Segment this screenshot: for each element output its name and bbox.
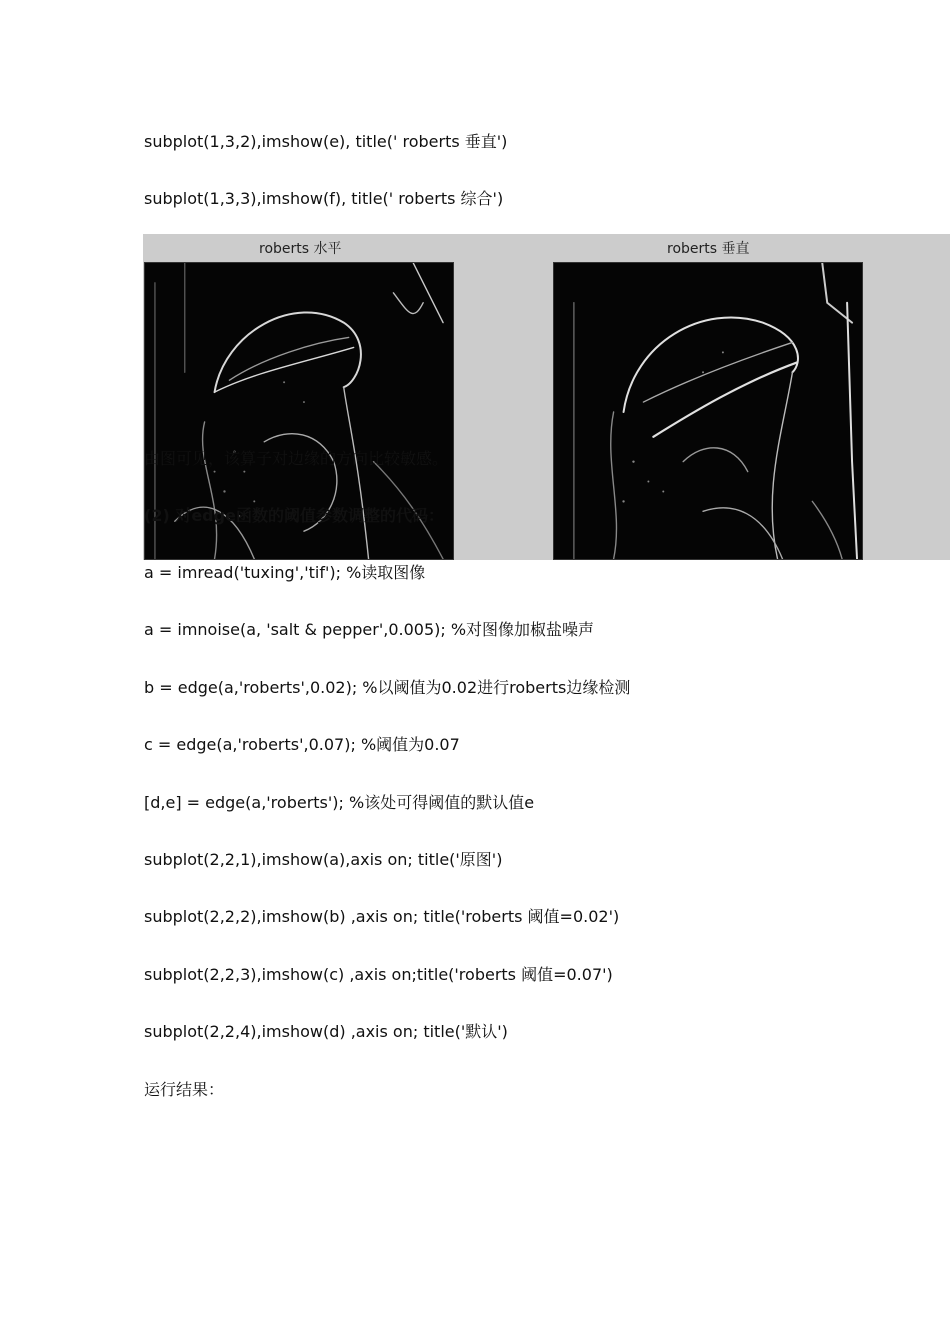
code-line-edge-default: [d,e] = edge(a,'roberts'); %该处可得阈值的默认值e	[144, 793, 535, 812]
code-line-subplot-221: subplot(2,2,1),imshow(a),axis on; title('原图')	[144, 850, 503, 869]
code-line-imread: a = imread('tuxing','tif'); %读取图像	[144, 563, 426, 582]
left-panel-title: roberts 水平	[259, 241, 342, 257]
code-line-subplot-224: subplot(2,2,4),imshow(d) ,axis on; title('默认')	[144, 1022, 508, 1041]
code-line-subplot-132: subplot(1,3,2),imshow(e), title(' roberts 垂直')	[144, 132, 508, 151]
run-result-label: 运行结果：	[144, 1080, 225, 1099]
code-line-subplot-223: subplot(2,2,3),imshow(c) ,axis on;title('roberts 阈值=0.07')	[144, 965, 613, 984]
code-line-edge-002: b = edge(a,'roberts',0.02); %以阈值为0.02进行roberts边缘检测	[144, 678, 631, 697]
code-line-subplot-133: subplot(1,3,3),imshow(f), title(' roberts 综合')	[144, 189, 504, 208]
code-line-imnoise: a = imnoise(a, 'salt & pepper',0.005); %对图像加椒盐噪声	[144, 620, 595, 639]
overlay-text-section-heading: (2) 对edge函数的阈值参数调整的代码：	[144, 506, 444, 525]
right-panel-title: roberts 垂直	[667, 241, 750, 257]
right-edge-drawing	[554, 263, 862, 559]
right-edge-image	[553, 262, 863, 560]
code-line-subplot-222: subplot(2,2,2),imshow(b) ,axis on; title('roberts 阈值=0.02')	[144, 907, 620, 926]
overlay-text-conclusion: 由图可见，该算子对边缘的方向比较敏感。	[144, 449, 449, 468]
code-line-edge-007: c = edge(a,'roberts',0.07); %阈值为0.07	[144, 735, 460, 754]
